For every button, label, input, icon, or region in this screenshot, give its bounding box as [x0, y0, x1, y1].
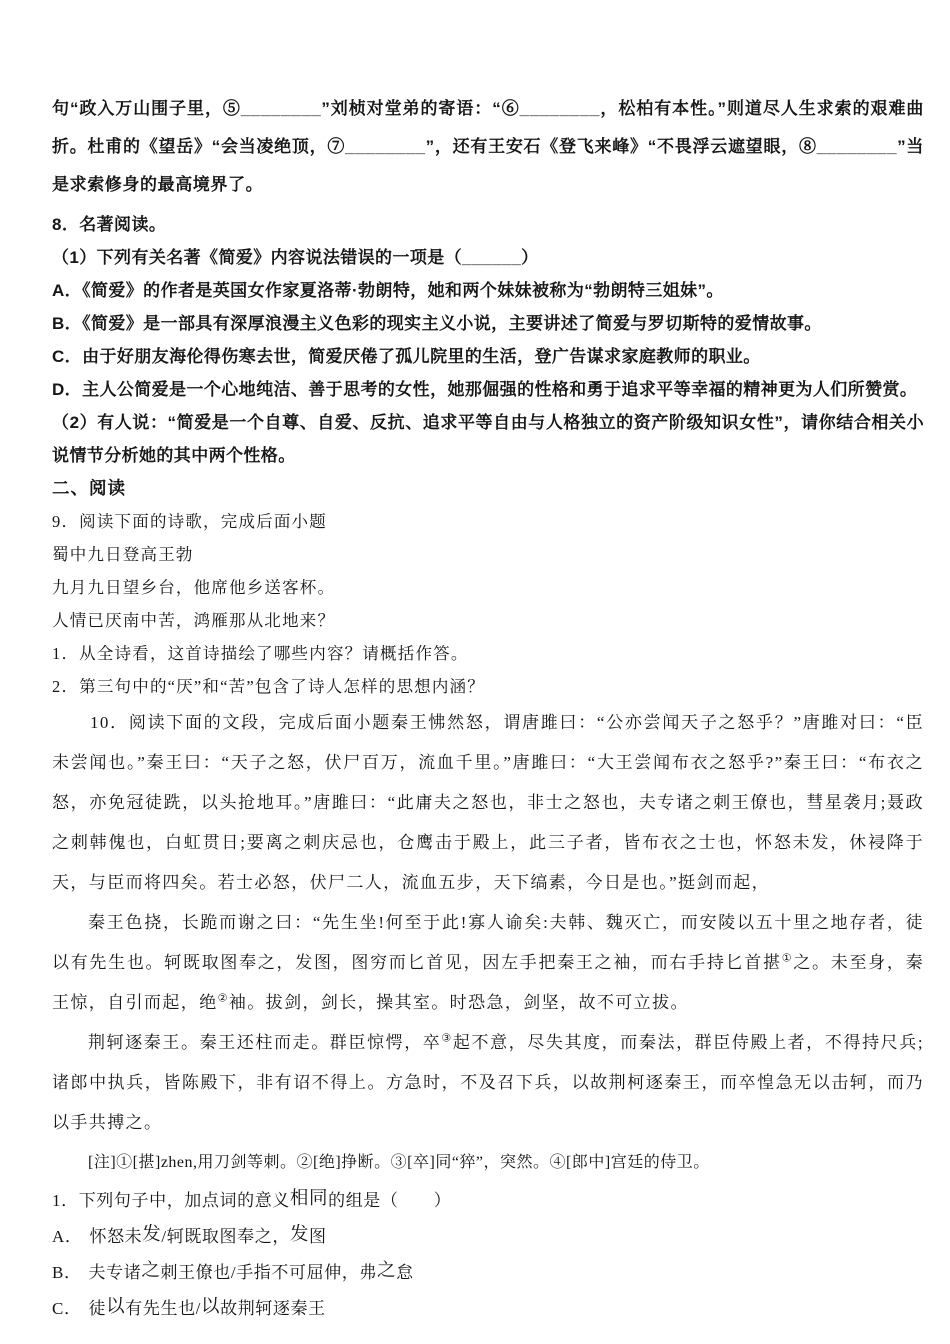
text-fragment: 荆轲逐秦王。秦王还柱而走。群臣惊愕，卒: [88, 1033, 442, 1052]
emphasized-word: 之: [141, 1261, 161, 1281]
q9-stem: 9．阅读下面的诗歌，完成后面小题: [52, 512, 327, 531]
footnote-ref-2: ②: [217, 992, 229, 1005]
q8-option-a: A．《简爱》的作者是英国女作家夏洛蒂·勃朗特，她和两个妹妹被称为“勃朗特三姐妹”。: [52, 281, 724, 300]
q10-option-a: [52, 1219, 924, 1255]
emphasized-word: 相同: [289, 1189, 329, 1209]
q8-heading: 8．名著阅读。: [52, 215, 167, 234]
text-fragment: 之。未至身，秦王惊，自引而起，绝: [52, 953, 924, 1012]
text-fragment: 夫专诸: [88, 1263, 142, 1282]
text-fragment: 有先生也/: [125, 1299, 201, 1318]
q10-sub-question-1: [52, 1183, 924, 1219]
text-fragment: 徒: [88, 1299, 107, 1318]
q10-passage-paragraph-2: [52, 903, 924, 1023]
text-fragment: 的组是（ ）: [328, 1191, 452, 1210]
q10-passage-paragraph-3: [52, 1023, 924, 1143]
q9-poem-line-2: 人情已厌南中苦，鸿雁那从北地来？: [52, 611, 336, 630]
q10-footnotes: [注]①[揕]zhen,用刀剑等刺。②[绝]挣断。③[卒]同“猝”，突然。④[郎中]宫廷的侍卫。: [88, 1154, 710, 1171]
text-fragment: 1．下列句子中，加点词的意义: [52, 1191, 290, 1210]
emphasized-word: 发: [289, 1225, 310, 1245]
q9-sub-question-1: 1．从全诗看，这首诗描绘了哪些内容？请概括作答。: [52, 644, 469, 663]
text-fragment: 袖。拔剑，剑长，操其室。时恐急，剑坚，故不可立拔。: [228, 993, 689, 1012]
question-10: [52, 703, 924, 1327]
emphasized-word: 以: [106, 1297, 126, 1317]
text-fragment: 秦王色挠，长跪而谢之曰：“先生坐!何至于此!寡人谕矣:夫韩、魏灭亡，而安陵以五十里之地存者，徒以有先生也。轲既取图奉之，发图，图穷而匕首见，因左手把秦王之袖，而右手持匕首揕: [52, 913, 924, 972]
option-label: C．: [52, 1299, 82, 1318]
q10-option-c: [52, 1291, 924, 1327]
q8-option-b: B．《简爱》是一部具有深厚浪漫主义色彩的现实主义小说，主要讲述了简爱与罗切斯特的爱情故事。: [52, 314, 822, 333]
question-8: [52, 208, 924, 472]
text-fragment: /轲既取图奉之，: [161, 1227, 290, 1246]
intro-paragraph: 句“政入万山围子里，⑤________”刘桢对堂弟的寄语：“⑥________，松柏有本性。”则道尽人生求索的艰难曲折。杜甫的《望岳》“会当凌绝顶，⑦________”，还有王安石《登飞来峰》“不畏浮云遮望眼，⑧________”当是求索修身的最高境界了。: [52, 99, 924, 194]
emphasized-word: 发: [142, 1225, 162, 1245]
text-fragment: 起不意，尽失其度，而秦法，群臣侍殿上者，不得持尺兵;诸郎中执兵，皆陈殿下，非有诏不得上。方急时，不及召下兵，以故荆柯逐秦王，而卒惶急无以击轲，而乃以手共搏之。: [52, 1033, 924, 1132]
option-label: B．: [52, 1263, 82, 1282]
emphasized-word: 以: [201, 1297, 221, 1317]
q9-poem-title: 蜀中九日登高王勃: [52, 545, 194, 564]
text-fragment: 图: [309, 1227, 327, 1246]
text-fragment: 刺王僚也/手指不可屈伸，弗: [160, 1263, 377, 1282]
q10-option-b: [52, 1255, 924, 1291]
text-fragment: 故荆轲逐秦王: [220, 1299, 326, 1318]
question-9: [52, 505, 924, 703]
q8-sub-question-2: （2）有人说：“简爱是一个自尊、自爱、反抗、追求平等自由与人格独立的资产阶级知识女性”，请你结合相关小说情节分析她的其中两个性格。: [52, 413, 924, 465]
footnote-ref-3: ③: [441, 1032, 453, 1045]
q8-option-d: D．主人公简爱是一个心地纯洁、善于思考的女性，她那倔强的性格和勇于追求平等幸福的精神更为人们所赞赏。: [52, 380, 918, 399]
text-fragment: 怀怒未: [89, 1227, 143, 1246]
q9-sub-question-2: 2．第三句中的“厌”和“苦”包含了诗人怎样的思想内涵？: [52, 677, 485, 696]
q10-passage-paragraph-1: 10．阅读下面的文段，完成后面小题秦王怫然怒，谓唐雎曰：“公亦尝闻天子之怒乎？”唐雎对曰：“臣未尝闻也。”秦王曰：“天子之怒，伏尸百万，流血千里。”唐雎曰：“大王尝闻布衣之怒乎?”秦王曰：“布衣之怒，亦免冠徒跣，以头抢地耳。”唐雎曰：“此庸夫之怒也，非士之怒也，夫专诸之刺王僚也，彗星袭月;聂政之刺韩傀也，白虹贯日;要离之刺庆忌也，仓鹰击于殿上，此三子者，皆布衣之士也，怀怒未发，休祲降于天，与臣而将四矣。若士必怒，伏尸二人，流血五步，天下缟素，今日是也。”挺剑而起，: [52, 713, 924, 892]
text-fragment: 怠: [396, 1263, 414, 1282]
q9-poem-line-1: 九月九日望乡台，他席他乡送客杯。: [52, 578, 336, 597]
emphasized-word: 之: [377, 1261, 397, 1281]
q8-option-c: C．由于好朋友海伦得伤寒去世，简爱厌倦了孤儿院里的生活，登广告谋求家庭教师的职业。: [52, 347, 761, 366]
option-label: A．: [52, 1227, 83, 1246]
q8-sub-question-1: （1）下列有关名著《简爱》内容说法错误的一项是（______）: [52, 248, 539, 267]
section-2-heading: 二、阅读: [52, 478, 126, 498]
footnote-ref-1: ①: [781, 952, 794, 965]
